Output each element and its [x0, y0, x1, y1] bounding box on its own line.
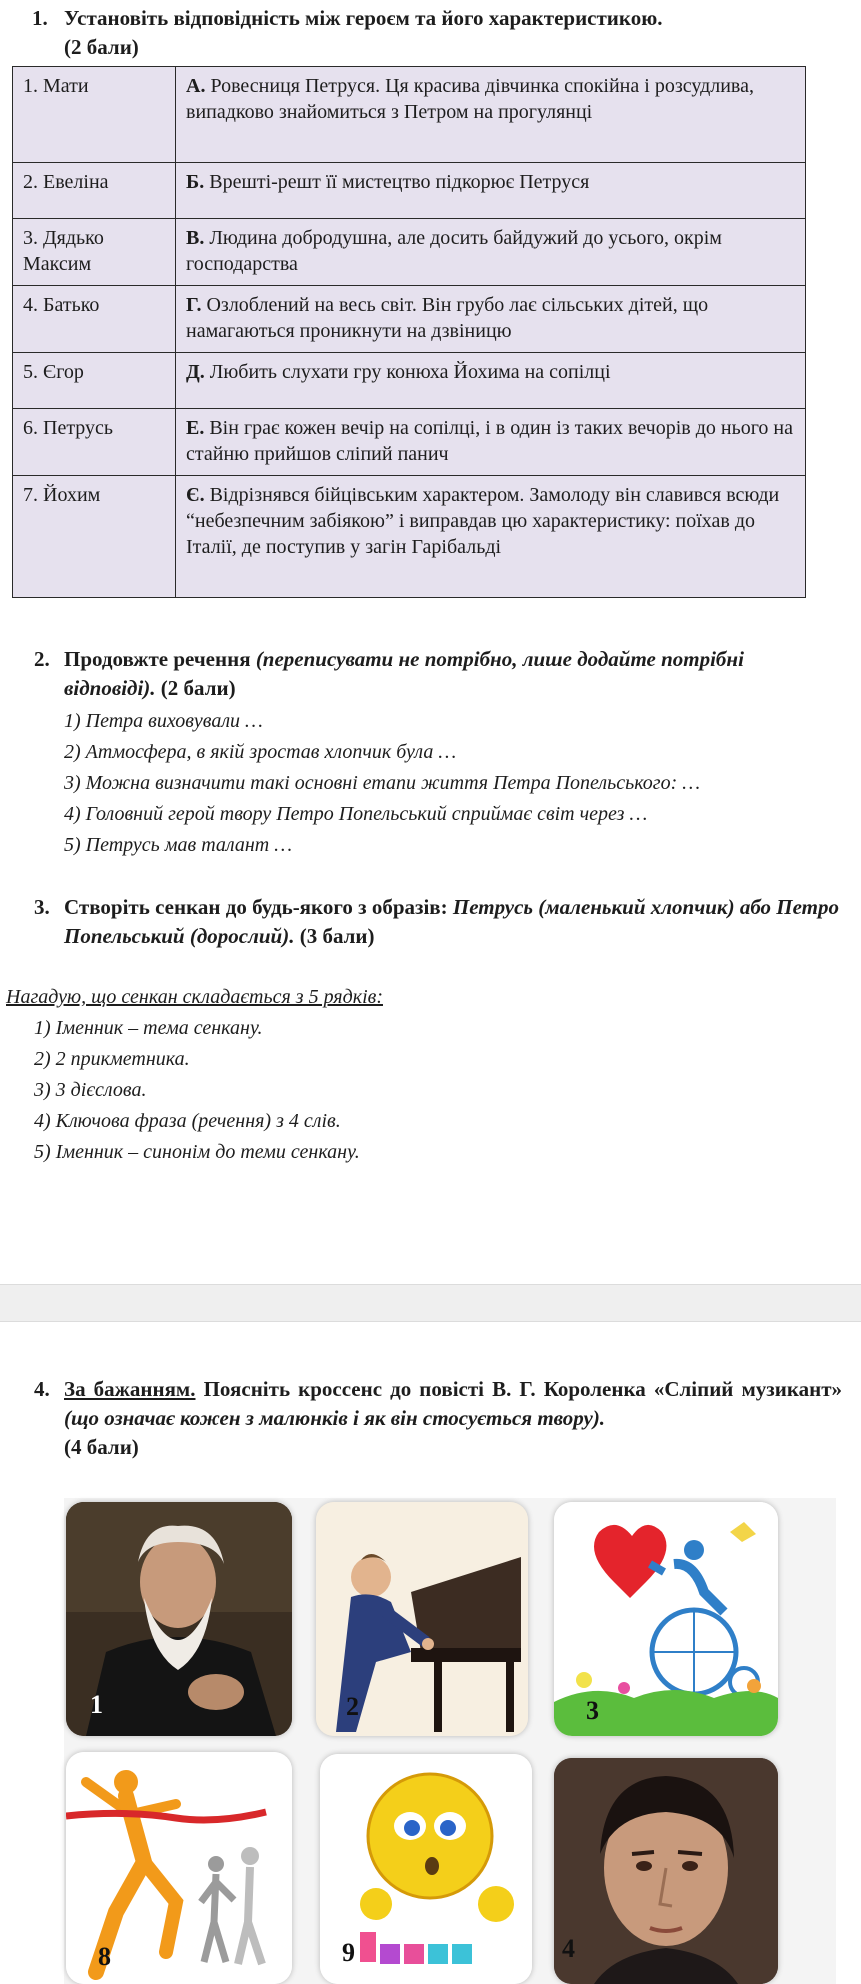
q2-note: (переписувати не потрібно, лише додайте потрібні відповіді). [64, 647, 744, 700]
picture-label: 9 [342, 1938, 355, 1967]
list-item: 5) Петрусь мав талант … [64, 834, 292, 856]
hero-cell: 7. Йохим [13, 476, 176, 598]
q4-points: (4 бали) [64, 1435, 139, 1459]
table-row [13, 286, 806, 353]
description-cell: Е. Він грає кожен вечір на сопілці, і в один із таких вечорів до нього на стайню прийшов сліпий панич [176, 409, 806, 476]
description-cell: Г. Озлоблений на весь світ. Він грубо лає сільських дітей, що намагаються проникнути на дзвіницю [176, 286, 806, 353]
table-row [13, 476, 806, 598]
q1-heading [32, 4, 832, 62]
hero-cell: 6. Петрусь [13, 409, 176, 476]
list-item: 2) Атмосфера, в якій зростав хлопчик була … [64, 741, 457, 763]
q4-optional: За бажанням. [64, 1377, 196, 1401]
q3-options: Петрусь (маленький хлопчик) або Петро Попельський (дорослий). [64, 895, 839, 948]
hero-cell: 3. Дядько Максим [13, 219, 176, 286]
table-row [13, 163, 806, 219]
picture-label: 8 [98, 1942, 111, 1971]
picture-label: 1 [90, 1690, 103, 1719]
q4-note: (що означає кожен з малюнків і як він стосується твору). [64, 1406, 606, 1430]
q4-number: 4. [34, 1377, 50, 1401]
list-item: 1) Іменник – тема сенкану. [34, 1017, 263, 1039]
q2-title: Продовжте речення [64, 647, 251, 671]
hero-cell: 2. Евеліна [13, 163, 176, 219]
q4-heading [34, 1375, 842, 1462]
q3-heading [34, 893, 856, 951]
q3-reminder: Нагадую, що сенкан складається з 5 рядків: [6, 986, 383, 1008]
q2-number: 2. [34, 647, 50, 671]
hero-cell: 5. Єгор [13, 353, 176, 409]
list-item: 1) Петра виховували … [64, 710, 263, 732]
picture-label: 2 [346, 1692, 359, 1721]
matching-table [12, 66, 806, 598]
list-item: 3) Можна визначити такі основні етапи життя Петра Попельського: … [64, 772, 701, 794]
q4-title: Поясніть кроссенс до повісті В. Г. Короленка «Сліпий музикант» [203, 1377, 843, 1401]
table-row [13, 353, 806, 409]
list-item: 5) Іменник – синонім до теми сенкану. [34, 1141, 360, 1163]
table-row [13, 409, 806, 476]
crossens-grid [64, 1498, 836, 1984]
picture-label: 3 [586, 1696, 599, 1725]
q3-points: (3 бали) [299, 924, 375, 948]
q2-list [64, 706, 844, 861]
list-item: 4) Головний герой твору Петро Попельський сприймає світ через … [64, 803, 648, 825]
hero-cell: 4. Батько [13, 286, 176, 353]
picture-4 [554, 1758, 778, 1984]
description-cell: Є. Відрізнявся бійцівським характером. Замолоду він славився всюди “небезпечним забіякою” і виправдав цю характеристику: поїхав до Італії, де поступив у загін Гарібальді [176, 476, 806, 598]
picture-2 [316, 1502, 528, 1736]
q3-title: Створіть сенкан до будь-якого з образів: [64, 895, 448, 919]
list-item: 2) 2 прикметника. [34, 1048, 190, 1070]
table-row [13, 67, 806, 163]
young-man-portrait-icon [554, 1758, 778, 1984]
description-cell: Д. Любить слухати гру конюха Йохима на сопілці [176, 353, 806, 409]
description-cell: А. Ровесниця Петруся. Ця красива дівчинка спокійна і розсудлива, випадково знайомиться з Петром на прогулянці [176, 67, 806, 163]
picture-1 [66, 1502, 292, 1736]
q1-title: Установіть відповідність між героєм та його характеристикою. [64, 6, 663, 30]
picture-9 [320, 1754, 532, 1984]
q2-heading [34, 645, 814, 703]
picture-3 [554, 1502, 778, 1736]
q2-points: (2 бали) [160, 676, 236, 700]
page-separator [0, 1284, 861, 1322]
q3-number: 3. [34, 895, 50, 919]
list-item: 3) 3 дієслова. [34, 1079, 147, 1101]
picture-8 [66, 1752, 292, 1984]
q3-list [34, 1013, 634, 1168]
hero-cell: 1. Мати [13, 67, 176, 163]
q1-points: (2 бали) [64, 35, 139, 59]
list-item: 4) Ключова фраза (речення) з 4 слів. [34, 1110, 341, 1132]
description-cell: В. Людина добродушна, але досить байдужий до усього, окрім господарства [176, 219, 806, 286]
table-row [13, 219, 806, 286]
picture-label: 4 [562, 1934, 575, 1963]
q1-number: 1. [32, 6, 48, 30]
description-cell: Б. Врешті-решт її мистецтво підкорює Петруся [176, 163, 806, 219]
